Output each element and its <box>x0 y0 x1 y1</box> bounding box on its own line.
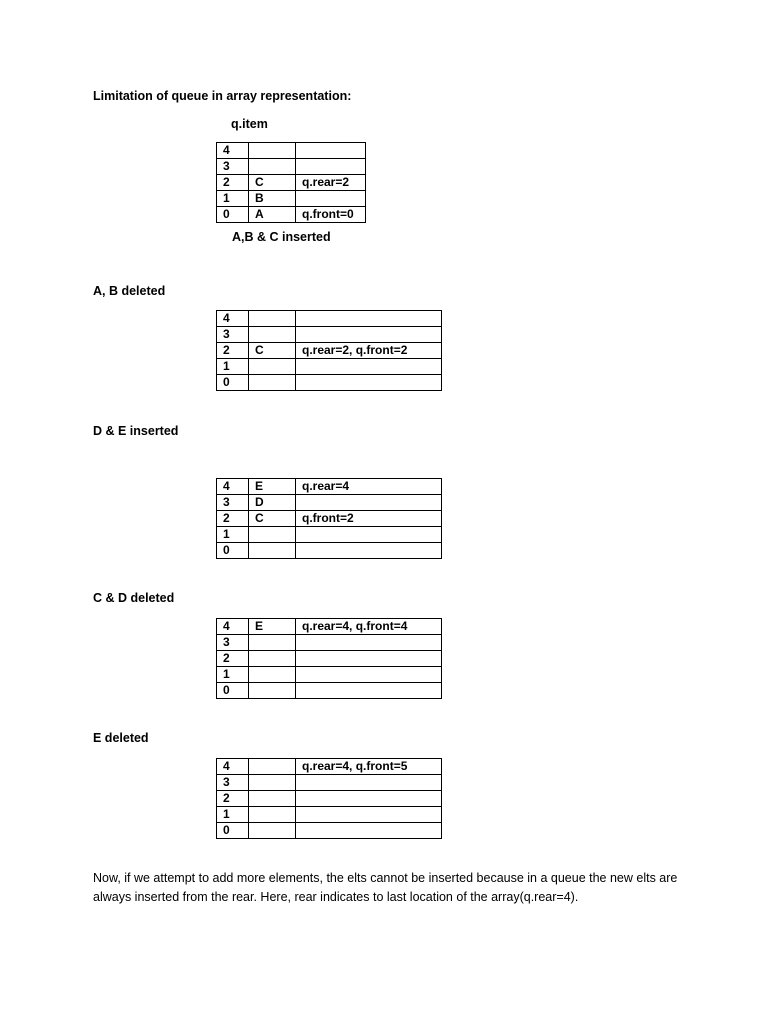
table-caption: A,B & C inserted <box>232 230 331 244</box>
table-row <box>217 527 442 543</box>
table-row <box>217 495 442 511</box>
pointer-cell <box>296 495 442 511</box>
item-cell: D <box>249 495 296 511</box>
pointer-cell <box>296 143 366 159</box>
index-cell: 4 <box>217 143 249 159</box>
pointer-cell <box>296 683 442 699</box>
table-row <box>217 479 442 495</box>
index-cell: 3 <box>217 775 249 791</box>
item-cell: C <box>249 175 296 191</box>
index-cell: 0 <box>217 683 249 699</box>
section-heading-ab-deleted: A, B deleted <box>93 284 166 298</box>
item-cell: C <box>249 343 296 359</box>
section-heading-e-deleted: E deleted <box>93 731 149 745</box>
index-cell: 3 <box>217 327 249 343</box>
index-cell: 3 <box>217 159 249 175</box>
index-cell: 3 <box>217 635 249 651</box>
queue-table-abc-inserted <box>216 142 366 223</box>
item-cell <box>249 823 296 839</box>
item-cell <box>249 807 296 823</box>
table-row <box>217 175 366 191</box>
pointer-cell <box>296 807 442 823</box>
table-row <box>217 207 366 223</box>
index-cell: 2 <box>217 175 249 191</box>
table-row <box>217 327 442 343</box>
pointer-cell: q.rear=4, q.front=5 <box>296 759 442 775</box>
index-cell: 3 <box>217 495 249 511</box>
queue-table-de-inserted <box>216 478 442 559</box>
table-row <box>217 543 442 559</box>
item-cell <box>249 635 296 651</box>
pointer-cell: q.rear=2 <box>296 175 366 191</box>
index-cell: 0 <box>217 823 249 839</box>
conclusion-paragraph: Now, if we attempt to add more elements, the elts cannot be inserted because in a queue the new elts are always inserted from the rear. Here, rear indicates to last location of the array(q.rear=4). <box>93 871 678 904</box>
index-cell: 1 <box>217 667 249 683</box>
table-row <box>217 635 442 651</box>
index-cell: 2 <box>217 791 249 807</box>
queue-table-cd-deleted <box>216 618 442 699</box>
pointer-cell <box>296 375 442 391</box>
index-cell: 2 <box>217 343 249 359</box>
item-cell <box>249 159 296 175</box>
index-cell: 4 <box>217 759 249 775</box>
table-row <box>217 791 442 807</box>
index-cell: 2 <box>217 511 249 527</box>
pointer-cell: q.front=0 <box>296 207 366 223</box>
pointer-cell: q.rear=4 <box>296 479 442 495</box>
table-row <box>217 143 366 159</box>
item-cell <box>249 775 296 791</box>
table-row <box>217 775 442 791</box>
item-cell <box>249 527 296 543</box>
item-cell <box>249 651 296 667</box>
table-row <box>217 651 442 667</box>
table-row <box>217 683 442 699</box>
pointer-cell <box>296 359 442 375</box>
pointer-cell <box>296 159 366 175</box>
index-cell: 4 <box>217 619 249 635</box>
pointer-cell <box>296 327 442 343</box>
pointer-cell <box>296 791 442 807</box>
item-cell <box>249 375 296 391</box>
index-cell: 0 <box>217 207 249 223</box>
item-cell <box>249 791 296 807</box>
pointer-cell: q.rear=4, q.front=4 <box>296 619 442 635</box>
item-cell <box>249 143 296 159</box>
item-cell <box>249 359 296 375</box>
section-heading-de-inserted: D & E inserted <box>93 424 179 438</box>
index-cell: 1 <box>217 527 249 543</box>
section-heading-cd-deleted: C & D deleted <box>93 591 175 605</box>
array-label: q.item <box>231 117 268 131</box>
pointer-cell <box>296 651 442 667</box>
index-cell: 1 <box>217 191 249 207</box>
pointer-cell <box>296 527 442 543</box>
index-cell: 0 <box>217 375 249 391</box>
item-cell: E <box>249 479 296 495</box>
index-cell: 1 <box>217 359 249 375</box>
pointer-cell <box>296 823 442 839</box>
table-row <box>217 667 442 683</box>
pointer-cell <box>296 667 442 683</box>
item-cell: B <box>249 191 296 207</box>
item-cell: C <box>249 511 296 527</box>
index-cell: 4 <box>217 479 249 495</box>
table-row <box>217 807 442 823</box>
pointer-cell: q.front=2 <box>296 511 442 527</box>
pointer-cell <box>296 775 442 791</box>
table-row <box>217 375 442 391</box>
index-cell: 1 <box>217 807 249 823</box>
pointer-cell <box>296 635 442 651</box>
table-row <box>217 823 442 839</box>
table-row <box>217 191 366 207</box>
queue-table-ab-deleted <box>216 310 442 391</box>
item-cell <box>249 327 296 343</box>
page-title: Limitation of queue in array representation: <box>93 89 352 103</box>
table-row <box>217 311 442 327</box>
pointer-cell <box>296 311 442 327</box>
pointer-cell <box>296 191 366 207</box>
queue-table-e-deleted <box>216 758 442 839</box>
pointer-cell: q.rear=2, q.front=2 <box>296 343 442 359</box>
table-row <box>217 619 442 635</box>
item-cell <box>249 683 296 699</box>
table-row <box>217 359 442 375</box>
item-cell <box>249 311 296 327</box>
item-cell <box>249 759 296 775</box>
index-cell: 0 <box>217 543 249 559</box>
table-row <box>217 759 442 775</box>
table-row <box>217 343 442 359</box>
item-cell: E <box>249 619 296 635</box>
index-cell: 2 <box>217 651 249 667</box>
table-row <box>217 159 366 175</box>
item-cell <box>249 667 296 683</box>
table-row <box>217 511 442 527</box>
item-cell <box>249 543 296 559</box>
pointer-cell <box>296 543 442 559</box>
item-cell: A <box>249 207 296 223</box>
index-cell: 4 <box>217 311 249 327</box>
